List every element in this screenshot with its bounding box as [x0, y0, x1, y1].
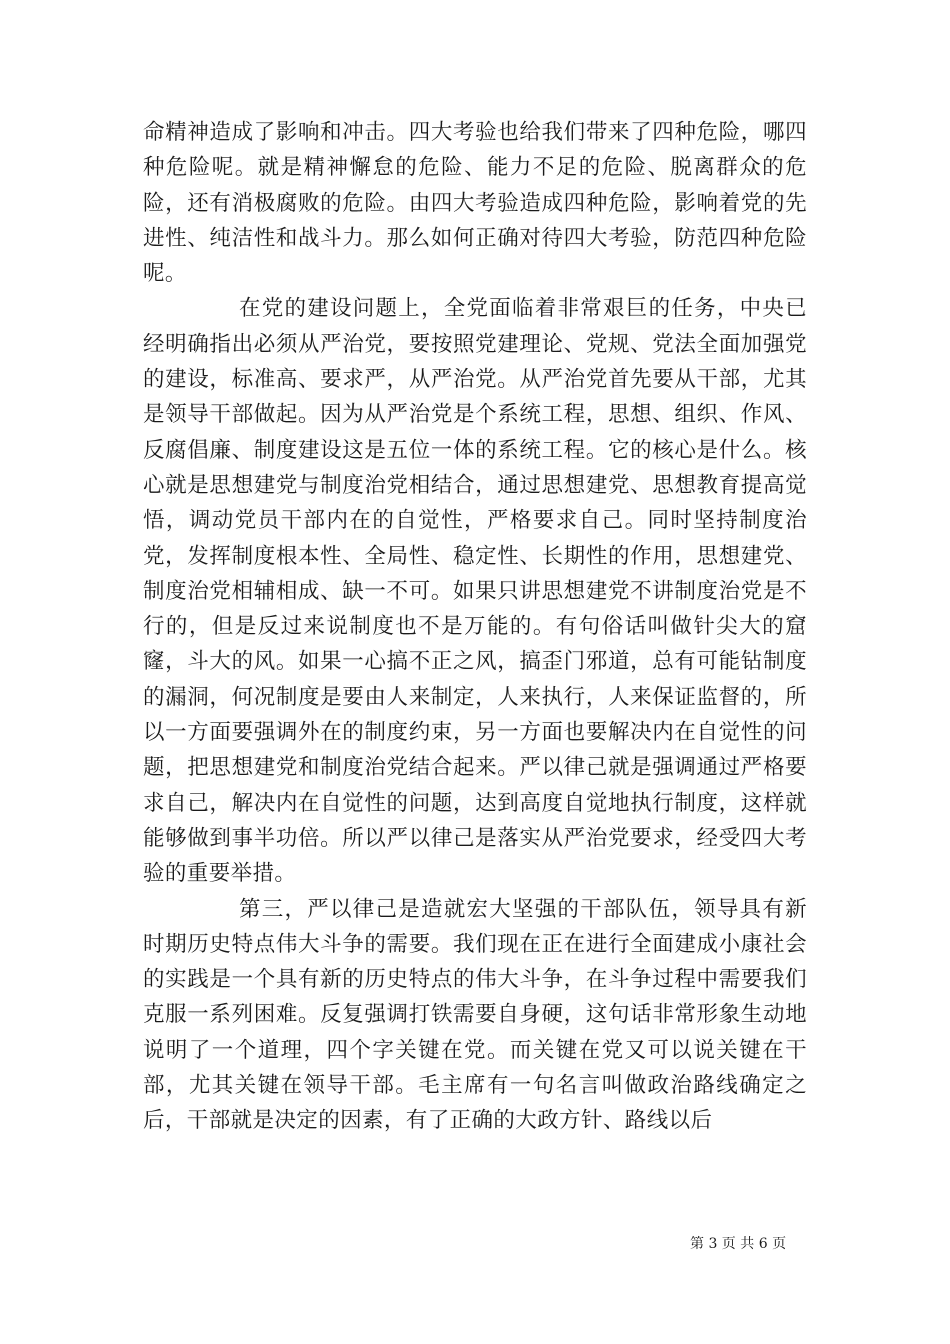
paragraph-2: 在党的建设问题上，全党面临着非常艰巨的任务，中央已经明确指出必须从严治党，要按照党建理论、党规、党法全面加强党的建设，标准高、要求严，从严治党。从严治党首先要从干部，尤其是领导干部做起。因为从严治党是个系统工程，思想、组织、作风、反腐倡廉、制度建设这是五位一体的系统工程。它的核心是什么。核心就是思想建党与制度治党相结合，通过思想建党、思想教育提高觉悟，调动党员干部内在的自觉性，严格要求自己。同时坚持制度治党，发挥制度根本性、全局性、稳定性、长期性的作用，思想建党、制度治党相辅相成、缺一不可。如果只讲思想建党不讲制度治党是不行的，但是反过来说制度也不是万能的。有句俗话叫做针尖大的窟窿，斗大的风。如果一心搞不正之风，搞歪门邪道，总有可能钻制度的漏洞，何况制度是要由人来制定，人来执行，人来保证监督的，所以一方面要强调外在的制度约束，另一方面也要解决内在自觉性的问题，把思想建党和制度治党结合起来。严以律己就是强调通过严格要求自己，解决内在自觉性的问题，达到高度自觉地执行制度，这样就能够做到事半功倍。所以严以律己是落实从严治党要求，经受四大考验的重要举措。 — [143, 296, 807, 887]
paragraph-1: 命精神造成了影响和冲击。四大考验也给我们带来了四种危险，哪四种危险呢。就是精神懈怠的危险、能力不足的危险、脱离群众的危险，还有消极腐败的危险。由四大考验造成四种危险，影响着党的先进性、纯洁性和战斗力。那么如何正确对待四大考验，防范四种危险呢。 — [143, 120, 807, 287]
paragraph-3: 第三，严以律己是造就宏大坚强的干部队伍，领导具有新时期历史特点伟大斗争的需要。我们现在正在进行全面建成小康社会的实践是一个具有新的历史特点的伟大斗争，在斗争过程中需要我们克服一系列困难。反复强调打铁需要自身硬，这句话非常形象生动地说明了一个道理，四个字关键在党。而关键在党又可以说关键在干部，尤其关键在领导干部。毛主席有一句名言叫做政治路线确定之后，干部就是决定的因素，有了正确的大政方针、路线以后 — [143, 896, 807, 1134]
page-number-footer: 第 3 页 共 6 页 — [690, 1236, 787, 1252]
document-page — [143, 115, 807, 1139]
